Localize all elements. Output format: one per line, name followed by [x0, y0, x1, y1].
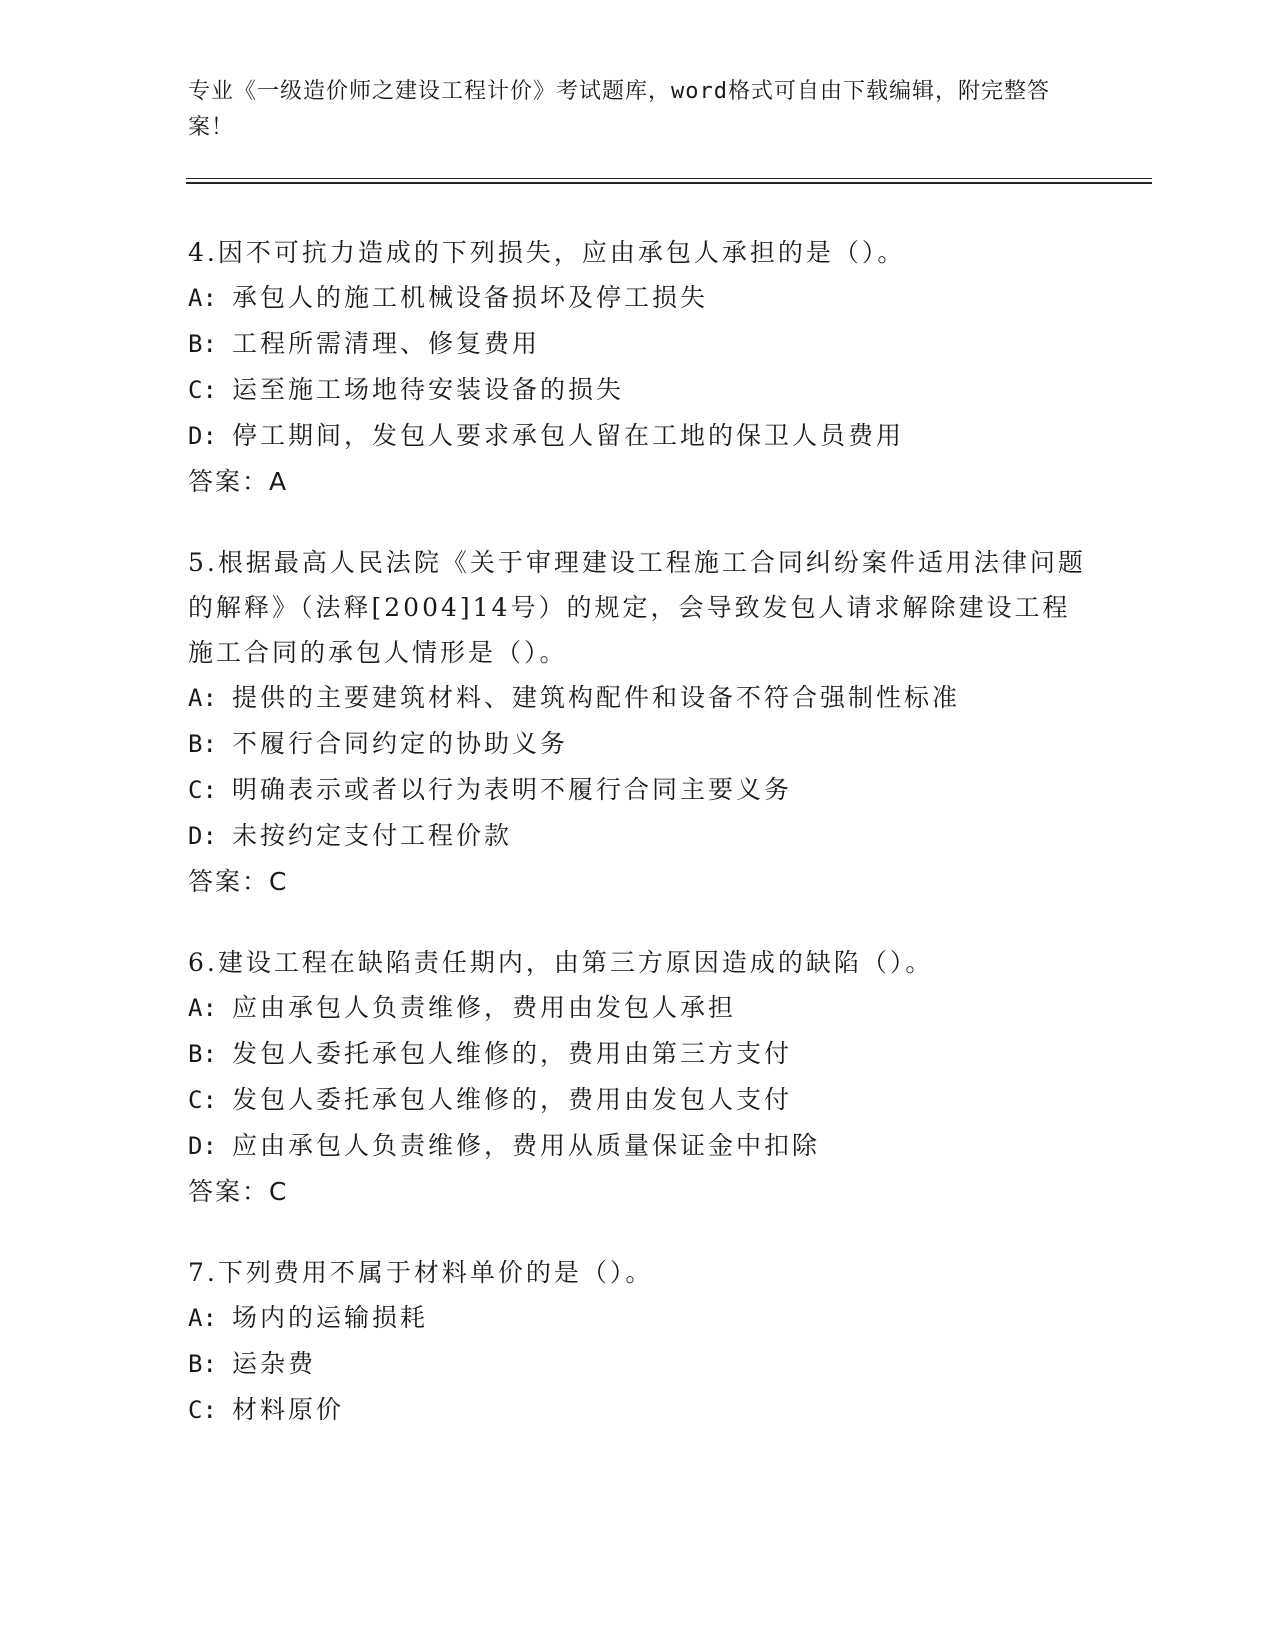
header-divider-thin [186, 178, 1152, 179]
option-b [188, 1031, 1088, 1077]
option-key: C: [188, 1086, 217, 1114]
option-text: 应由承包人负责维修，费用由发包人承担 [232, 993, 737, 1022]
option-key: B: [188, 1350, 217, 1378]
option-b [188, 1341, 1088, 1387]
option-key: A: [188, 1304, 217, 1332]
option-c [188, 1077, 1088, 1123]
option-d [188, 413, 1088, 459]
option-text: 运至施工场地待安装设备的损失 [232, 375, 625, 404]
option-key: C: [188, 776, 217, 804]
option-text: 运杂费 [232, 1349, 317, 1378]
option-key: A: [188, 684, 217, 712]
option-c [188, 367, 1088, 413]
option-text: 提供的主要建筑材料、建筑构配件和设备不符合强制性标准 [232, 683, 961, 712]
option-a [188, 275, 1088, 321]
option-d [188, 1123, 1088, 1169]
header-text: 专业《一级造价师之建设工程计价》考试题库，word格式可自由下载编辑，附完整答案！ [188, 79, 1050, 140]
option-key: D: [188, 822, 217, 850]
option-text: 停工期间，发包人要求承包人留在工地的保卫人员费用 [232, 421, 905, 450]
option-text: 应由承包人负责维修，费用从质量保证金中扣除 [232, 1131, 821, 1160]
option-key: B: [188, 1040, 217, 1068]
question-stem: 7.下列费用不属于材料单价的是（）。 [188, 1258, 654, 1287]
option-text: 明确表示或者以行为表明不履行合同主要义务 [232, 775, 793, 804]
option-text: 工程所需清理、修复费用 [232, 329, 541, 358]
option-text: 发包人委托承包人维修的，费用由第三方支付 [232, 1039, 793, 1068]
question-4 [188, 230, 1088, 504]
option-text: 未按约定支付工程价款 [232, 821, 513, 850]
option-key: C: [188, 1396, 217, 1424]
option-d [188, 813, 1088, 859]
option-b [188, 321, 1088, 367]
option-a [188, 985, 1088, 1031]
question-7 [188, 1250, 1088, 1433]
option-text: 不履行合同约定的协助义务 [232, 729, 569, 758]
option-a [188, 675, 1088, 721]
option-key: B: [188, 730, 217, 758]
option-key: B: [188, 330, 217, 358]
question-list [188, 230, 1088, 1469]
question-stem: 6.建设工程在缺陷责任期内，由第三方原因造成的缺陷（）。 [188, 948, 934, 977]
option-key: D: [188, 422, 217, 450]
option-text: 发包人委托承包人维修的，费用由发包人支付 [232, 1085, 793, 1114]
answer: 答案：A [188, 467, 289, 496]
answer: 答案：C [188, 1177, 289, 1206]
option-text: 场内的运输损耗 [232, 1303, 429, 1332]
option-text: 材料原价 [232, 1395, 345, 1424]
question-stem: 4.因不可抗力造成的下列损失，应由承包人承担的是（）。 [188, 238, 906, 267]
option-c [188, 767, 1088, 813]
option-b [188, 721, 1088, 767]
question-5 [188, 540, 1088, 904]
question-stem: 5.根据最高人民法院《关于审理建设工程施工合同纠纷案件适用法律问题的解释》（法释[2004]14号）的规定，会导致发包人请求解除建设工程施工合同的承包人情形是（）。 [188, 548, 1086, 667]
option-text: 承包人的施工机械设备损坏及停工损失 [232, 283, 709, 312]
option-key: C: [188, 376, 217, 404]
header-divider-thick [186, 182, 1152, 184]
option-key: D: [188, 1132, 217, 1160]
option-key: A: [188, 994, 217, 1022]
question-6 [188, 940, 1088, 1214]
option-key: A: [188, 284, 217, 312]
option-a [188, 1295, 1088, 1341]
option-c [188, 1387, 1088, 1433]
document-header [188, 74, 1068, 146]
answer: 答案：C [188, 867, 289, 896]
